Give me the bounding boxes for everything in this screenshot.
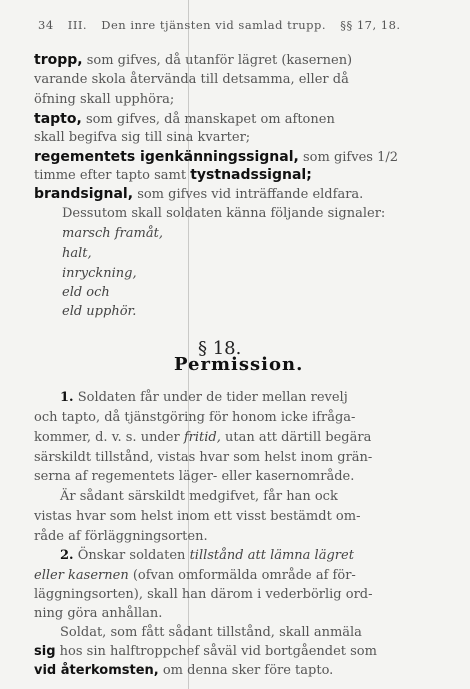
section-number: § 18.: [198, 338, 242, 359]
paragraph-text: (ofvan omformälda område af för-: [132, 568, 356, 583]
regementets-line-2: [34, 165, 434, 186]
tapto-line: [34, 109, 434, 130]
tropp-line-3: öfning skall upphöra;: [34, 92, 175, 107]
paragraph-text: Önskar soldaten: [77, 548, 186, 563]
signal-list-item: halt,: [62, 246, 92, 261]
tropp-line-2: varande skola återvända till detsamma, eller då: [34, 72, 349, 87]
brand-text: som gifves vid inträffande eldfara.: [137, 187, 364, 202]
paragraph-number: 2.: [60, 548, 74, 563]
tapto-line-2: skall begifva sig till sina kvarter;: [34, 130, 251, 145]
regementets-term: regementets igenkänningssignal,: [34, 149, 299, 165]
italic-phrase: tillstånd att lämna lägret: [189, 548, 354, 563]
paragraph-1-line-4: särskildt tillstånd, vistas hvar som helst inom grän-: [34, 450, 373, 465]
paragraph-1-line-1: [34, 388, 434, 408]
brand-line: [34, 184, 434, 205]
paragraph-text: kommer, d. v. s. under: [34, 430, 180, 445]
tropp-term: tropp,: [34, 52, 83, 68]
regementets-text: som gifves 1/2: [302, 150, 398, 165]
running-header: [38, 18, 438, 32]
paragraph-3-line-3: [34, 661, 434, 681]
paragraph-text: utan att därtill begära: [224, 430, 372, 445]
section-title: Permission.: [174, 354, 304, 375]
section-range: §§ 17, 18.: [340, 18, 401, 32]
paragraph-1b-line-1: Är sådant särskildt medgifvet, får han ock: [60, 489, 338, 504]
regementets-text-2: timme efter tapto samt: [34, 168, 187, 183]
signal-list-item: marsch framåt,: [62, 226, 163, 241]
paragraph-2-line-4: ning göra anhållan.: [34, 606, 163, 621]
signals-intro: Dessutom skall soldaten känna följande signaler:: [62, 206, 386, 221]
paragraph-text-bold: vid återkomsten,: [34, 663, 159, 678]
paragraph-1-line-5: serna af regementets läger- eller kasernområde.: [34, 469, 355, 484]
paragraph-number: 1.: [60, 390, 74, 405]
paragraph-2-line-3: läggningsorten), skall han därom i vederbörlig ord-: [34, 587, 373, 602]
tapto-text: som gifves, då manskapet om aftonen: [85, 112, 335, 127]
signal-list-item: eld och: [62, 285, 110, 300]
paragraph-3-line-1: Soldat, som fått sådant tillstånd, skall anmäla: [60, 625, 362, 640]
running-title: Den inre tjänsten vid samlad trupp.: [101, 18, 327, 32]
paragraph-2-line-1: [34, 546, 434, 566]
tapto-term: tapto,: [34, 111, 82, 127]
tropp-line: [34, 50, 434, 71]
paragraph-text: hos sin halftroppchef såväl vid bortgåendet som: [59, 644, 377, 659]
brand-term: brandsignal,: [34, 186, 134, 202]
paragraph-1b-line-2: vistas hvar som helst inom ett visst bestämdt om-: [34, 509, 361, 524]
paragraph-text: Soldaten får under de tider mellan revelj: [77, 390, 348, 405]
page-number: 34: [38, 18, 54, 32]
signal-list-item: inryckning,: [62, 266, 137, 281]
paragraph-3-line-2: [34, 642, 434, 662]
tystnad-term: tystnadssignal;: [190, 167, 312, 183]
paragraph-2-line-2: [34, 566, 434, 586]
fritid-italic: fritid,: [183, 430, 221, 445]
italic-phrase: eller kasernen: [34, 568, 129, 583]
paragraph-text: om denna sker före tapto.: [162, 663, 334, 678]
tropp-text: som gifves, då utanför lägret (kasernen): [86, 53, 353, 68]
paragraph-1b-line-3: råde af förläggningsorten.: [34, 529, 208, 544]
paragraph-1-line-2: och tapto, då tjänstgöring för honom icke ifråga-: [34, 410, 356, 425]
paragraph-1-line-3: [34, 428, 434, 448]
signal-list-item: eld upphör.: [62, 304, 137, 319]
chapter-number: III.: [67, 18, 88, 32]
paragraph-text-bold: sig: [34, 644, 56, 659]
